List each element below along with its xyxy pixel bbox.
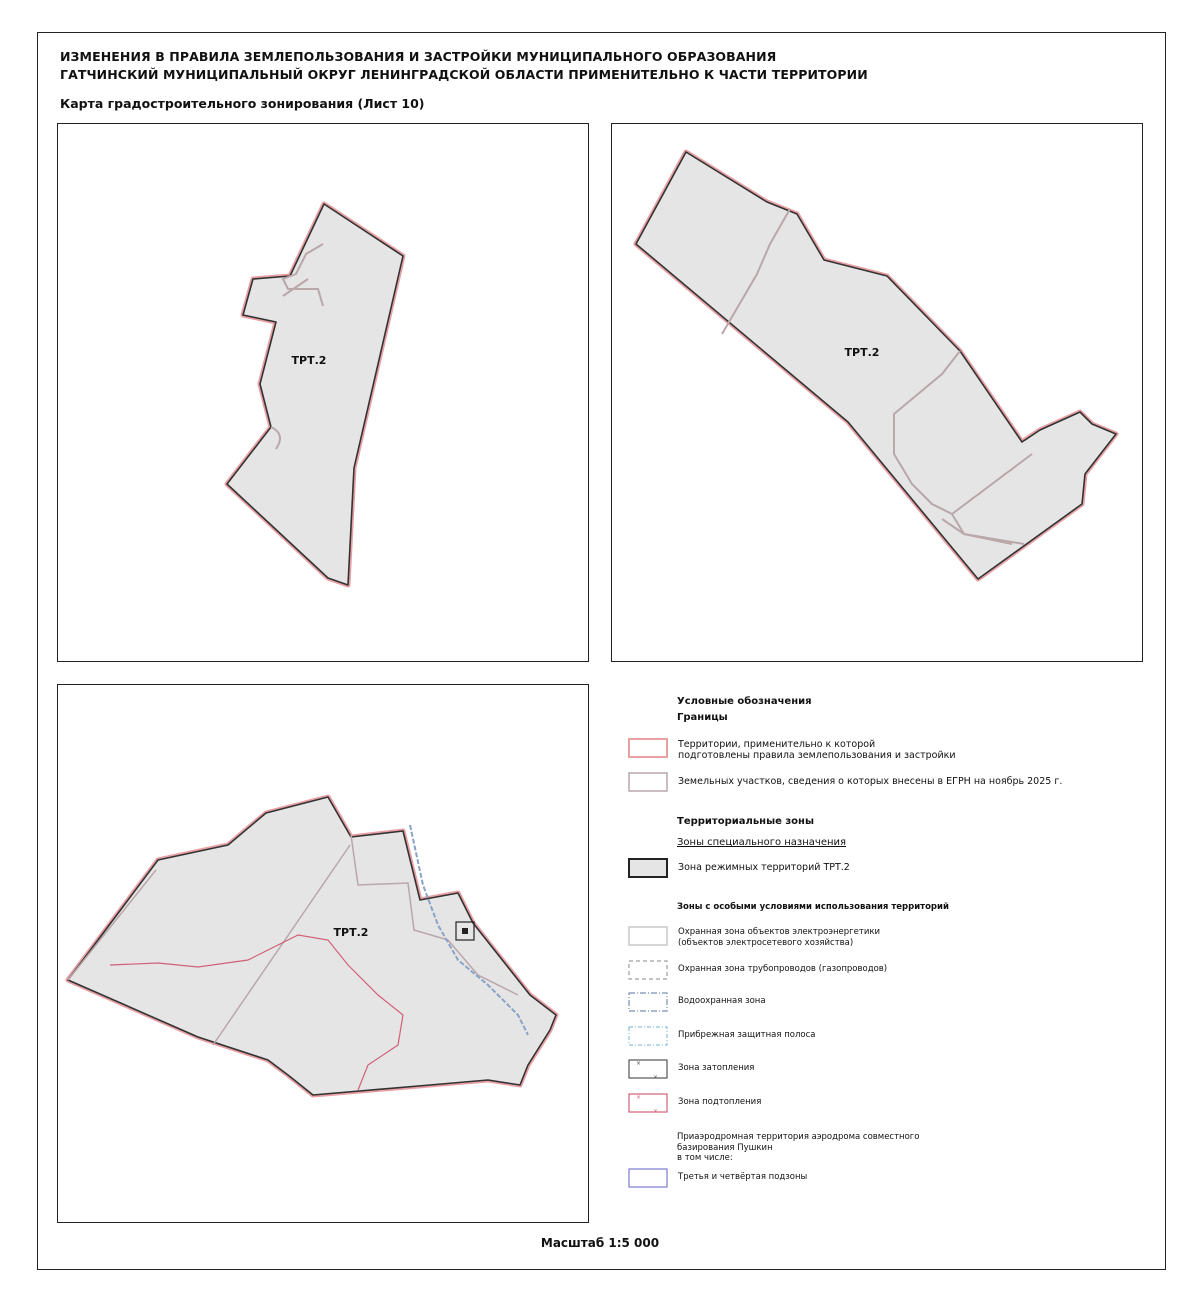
legend-territory-border <box>628 738 1148 761</box>
zone-label-trt2: ТРТ.2 <box>333 926 369 939</box>
pipeline-zone-symbol <box>628 960 668 980</box>
map-panel-2[interactable] <box>611 123 1143 662</box>
map-panel-3[interactable] <box>57 684 589 1223</box>
trt2-zone-area <box>68 797 556 1095</box>
svg-text:×: × <box>653 1108 659 1113</box>
map-panel-1-drawing <box>58 124 590 663</box>
legend-land-plots <box>628 772 1148 792</box>
legend-aero-line2: базирования Пушкин <box>677 1142 773 1153</box>
building-marker-inner <box>462 928 468 934</box>
legend-zones-heading: Территориальные зоны <box>677 816 815 827</box>
legend-aero-line1: Приаэродромная территория аэродрома совместного <box>677 1132 920 1142</box>
legend-flood-zone <box>628 1059 1148 1079</box>
legend-power-line1: Охранная зона объектов электроэнергетики <box>678 927 881 937</box>
svg-text:×: × <box>636 1094 642 1101</box>
legend-water-zone <box>628 992 1148 1012</box>
map-title-line2: ГАТЧИНСКИЙ МУНИЦИПАЛЬНЫЙ ОКРУГ ЛЕНИНГРАДСКОЙ ОБЛАСТИ ПРИМЕНИТЕЛЬНО К ЧАСТИ ТЕРРИТОРИИ <box>60 67 868 82</box>
legend-aero-line3: в том числе: <box>677 1153 733 1163</box>
legend-pipeline-text: Охранная зона трубопроводов (газопроводов) <box>678 964 888 974</box>
water-zone-symbol <box>628 992 668 1012</box>
power-zone-symbol <box>628 926 668 946</box>
land-plot-symbol <box>628 772 668 792</box>
legend-power-line2: (объектов электросетевого хозяйства) <box>678 937 854 948</box>
trt2-zone-symbol <box>628 858 668 878</box>
map-title-line1: ИЗМЕНЕНИЯ В ПРАВИЛА ЗЕМЛЕПОЛЬЗОВАНИЯ И ЗАСТРОЙКИ МУНИЦИПАЛЬНОГО ОБРАЗОВАНИЯ <box>60 49 777 64</box>
trt2-zone-area <box>636 152 1116 579</box>
legend-heading: Условные обозначения <box>677 696 812 707</box>
svg-text:×: × <box>653 1074 659 1079</box>
flood-zone-symbol <box>628 1059 668 1079</box>
trt2-zone-area <box>227 204 403 585</box>
svg-text:×: × <box>636 1060 642 1067</box>
legend-territory-line2: подготовлены правила землепользования и застройки <box>678 750 956 761</box>
legend-land-plots-text: Земельных участков, сведения о которых внесены в ЕГРН на ноябрь 2025 г. <box>678 776 1063 787</box>
legend-pipeline-zone <box>628 960 1148 980</box>
map-subtitle: Карта градостроительного зонирования (Лист 10) <box>60 96 425 111</box>
legend-flood-text: Зона затопления <box>678 1063 755 1073</box>
underflood-zone-symbol <box>628 1093 668 1113</box>
legend-territory-line1: Территории, применительно к которой <box>678 739 876 750</box>
zone-label-trt2: ТРТ.2 <box>844 346 880 359</box>
map-title <box>60 48 868 84</box>
legend-coastal-strip <box>628 1026 1148 1046</box>
legend-trt2-text: Зона режимных территорий ТРТ.2 <box>678 862 850 873</box>
legend-subzones-text: Третья и четвёртая подзоны <box>678 1172 808 1182</box>
legend-trt2-zone <box>628 858 1148 878</box>
legend-borders-heading: Границы <box>677 712 728 723</box>
territory-border-symbol <box>628 738 668 758</box>
subzones-symbol <box>628 1168 668 1188</box>
map-scale: Масштаб 1:5 000 <box>540 1236 660 1250</box>
legend-subzones <box>628 1168 1148 1188</box>
map-panel-3-drawing <box>58 685 590 1224</box>
legend-power-zone <box>628 926 1148 946</box>
coastal-strip-symbol <box>628 1026 668 1046</box>
legend-underflood-zone <box>628 1093 1148 1113</box>
map-panel-1[interactable] <box>57 123 589 662</box>
legend-underflood-text: Зона подтопления <box>678 1097 762 1107</box>
legend-special-zones: Зоны специального назначения <box>677 837 847 848</box>
legend-zouit-heading: Зоны с особыми условиями использования территорий <box>677 902 949 912</box>
legend-aero <box>677 1132 919 1164</box>
legend-coastal-text: Прибрежная защитная полоса <box>678 1030 816 1040</box>
legend-water-text: Водоохранная зона <box>678 996 766 1006</box>
map-panel-2-drawing <box>612 124 1144 663</box>
zone-label-trt2: ТРТ.2 <box>291 354 327 367</box>
